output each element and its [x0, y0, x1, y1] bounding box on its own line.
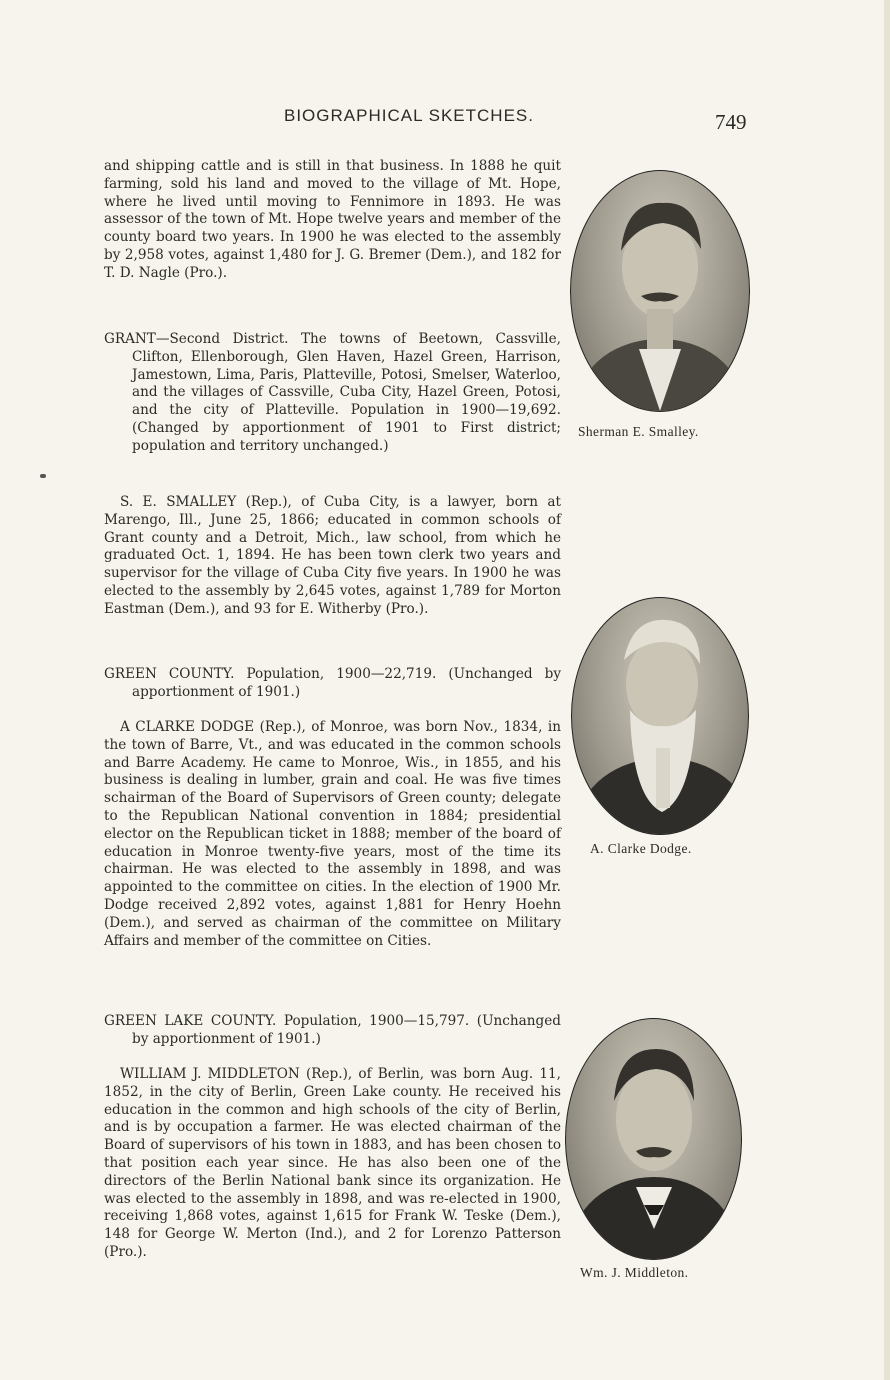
portrait-smalley [570, 170, 750, 412]
bio-smalley [104, 494, 561, 619]
page-number: 749 [715, 110, 747, 134]
paragraph-text: A CLARKE DODGE (Rep.), of Monroe, was born Nov., 1834, in the town of Barre, Vt., and was educated in the common schools and Barre Academy. He came to Monroe, Wis., in 1855, and his business is dealing in lumber, grain and coal. He was five times schairman of the Board of Supervisors of Green county; delegate to the Republican National convention in 1884; presidential elector on the Republican ticket in 1888; member of the board of education in Monroe twenty-five years, most of the time its chairman. He was elected to the assembly in 1898, and was appointed to the committee on cities. In the election of 1900 Mr. Dodge received 2,892 votes, against 1,881 for Henry Hoehn (Dem.), and served as chairman of the committee on Military Affairs and member of the committee on Cities. [104, 719, 561, 949]
paragraph-text: GREEN LAKE COUNTY. Population, 1900—15,797. (Unchanged by apportionment of 1901.) [104, 1013, 561, 1047]
portrait-caption-smalley: Sherman E. Smalley. [578, 424, 699, 439]
margin-mark [40, 474, 46, 478]
portrait-middleton [565, 1018, 742, 1260]
portrait-dodge [571, 597, 749, 835]
district-heading-green-lake [104, 1013, 561, 1049]
district-heading-grant [104, 331, 561, 456]
paragraph-continuation [104, 158, 561, 283]
running-head: BIOGRAPHICAL SKETCHES. [284, 106, 534, 125]
district-heading-green [104, 666, 561, 702]
portrait-caption-dodge: A. Clarke Dodge. [590, 841, 692, 856]
paragraph-text: GREEN COUNTY. Population, 1900—22,719. (Unchanged by apportionment of 1901.) [104, 666, 561, 700]
paragraph-text: S. E. SMALLEY (Rep.), of Cuba City, is a lawyer, born at Marengo, Ill., June 25, 1866; educated in common schools of Grant county and a Detroit, Mich., law school, from which he graduated Oct. 1, 1894. He has been town clerk two years and supervisor for the village of Cuba City five years. In 1900 he was elected to the assembly by 2,645 votes, against 1,789 for Morton Eastman (Dem.), and 93 for E. Witherby (Pro.). [104, 494, 561, 617]
portrait-caption-middleton: Wm. J. Middleton. [580, 1265, 689, 1280]
paragraph-text: and shipping cattle and is still in that business. In 1888 he quit farming, sold his land and moved to the village of Mt. Hope, where he lived until moving to Fennimore in 1893. He was assessor of the town of Mt. Hope twelve years and member of the county board two years. In 1900 he was elected to the assembly by 2,958 votes, against 1,480 for J. G. Bremer (Dem.), and 182 for T. D. Nagle (Pro.). [104, 158, 561, 281]
paragraph-text: GRANT—Second District. The towns of Beetown, Cassville, Clifton, Ellenborough, Glen Haven, Hazel Green, Harrison, Jamestown, Lima, Paris, Platteville, Potosi, Smelser, Waterloo, and the villages of Cassville, Cuba City, Hazel Green, Potosi, and the city of Platteville. Population in 1900—19,692. (Changed by apportionment of 1901 to First district; population and territory unchanged.) [104, 331, 561, 454]
paragraph-text: WILLIAM J. MIDDLETON (Rep.), of Berlin, was born Aug. 11, 1852, in the city of Berlin, Green Lake county. He received his education in the common and high schools of the city of Berlin, and is by occupation a farmer. He was elected chairman of the Board of supervisors of his town in 1883, and has been chosen to that position each year since. He has also been one of the directors of the Berlin National bank since its organization. He was elected to the assembly in 1898, and was re-elected in 1900, receiving 1,868 votes, against 1,615 for Frank W. Teske (Dem.), 148 for George W. Merton (Ind.), and 2 for Lorenzo Patterson (Pro.). [104, 1066, 561, 1260]
bio-dodge [104, 719, 561, 950]
bio-middleton [104, 1066, 561, 1262]
